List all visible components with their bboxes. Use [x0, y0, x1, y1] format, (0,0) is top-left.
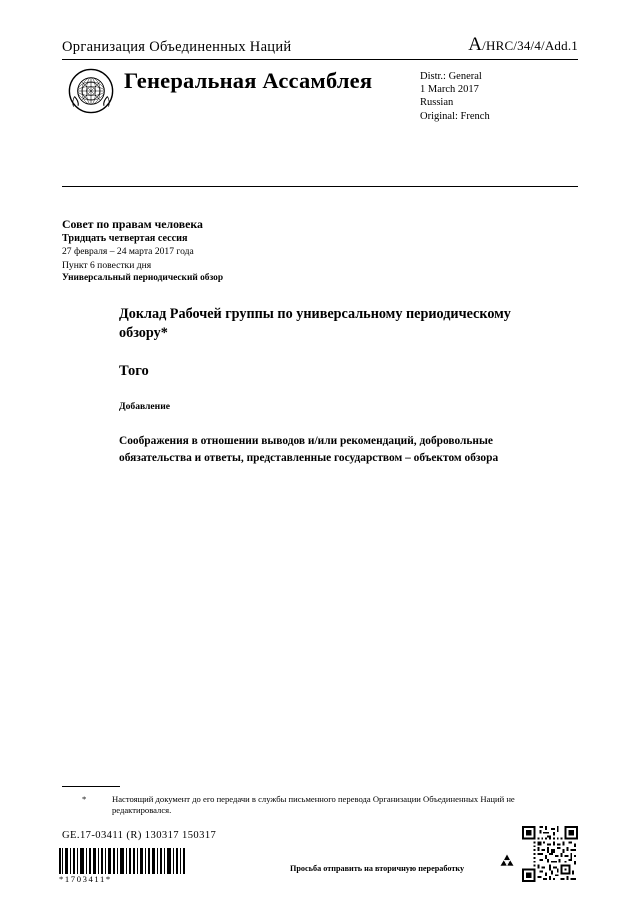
un-emblem-icon [68, 68, 114, 114]
organization-row [62, 34, 578, 56]
distribution-line-3: Russian [420, 97, 454, 109]
addendum-label: Добавление [119, 401, 170, 412]
council-name: Совет по правам человека [62, 217, 203, 231]
document-symbol-suffix: /HRC/34/4/Add.1 [482, 38, 578, 53]
document-symbol-prefix: A [468, 34, 483, 55]
recycle-icon [497, 852, 517, 872]
footnote-marker: * [82, 794, 87, 804]
footnote-text: Настоящий документ до его передачи в службы письменного перевода Организации Объединенных Наций не редактировался. [112, 794, 515, 816]
distribution-line-4: Original: French [420, 110, 490, 122]
recycle-note: Просьба отправить на вторичную переработку [290, 864, 465, 873]
masthead-body [62, 60, 578, 122]
title-block [119, 305, 519, 466]
footnote-rule [62, 786, 120, 787]
distribution-block [420, 70, 490, 123]
council-dates: 27 февраля – 24 марта 2017 года [62, 246, 194, 258]
job-number: GE.17-03411 (R) 130317 150317 [62, 830, 217, 841]
country-name: Того [119, 363, 149, 379]
agenda-title: Универсальный периодический обзор [62, 273, 224, 284]
qr-code-icon [522, 826, 578, 882]
document-subtitle: Соображения в отношении выводов и/или рекомендаций, добровольные обязательства и ответы, представленные государством – объектом обзора [119, 435, 499, 464]
agenda-item: Пункт 6 повестки дня [62, 259, 152, 271]
body-title: Генеральная Ассамблея [124, 68, 373, 93]
barcode-number: *1703411* [59, 874, 112, 884]
report-title: Доклад Рабочей группы по универсальному периодическому обзору* [119, 306, 511, 341]
distribution-line-1: Distr.: General [420, 71, 482, 82]
masthead-bottom-rule [62, 186, 578, 187]
distribution-line-2: 1 March 2017 [420, 84, 479, 96]
council-block [62, 218, 462, 286]
council-session: Тридцать четвертая сессия [62, 232, 188, 244]
masthead [62, 34, 578, 187]
barcode-icon [59, 848, 185, 874]
footnote [82, 794, 540, 817]
document-symbol [468, 34, 578, 56]
organization-name: Организация Объединенных Наций [62, 39, 292, 55]
